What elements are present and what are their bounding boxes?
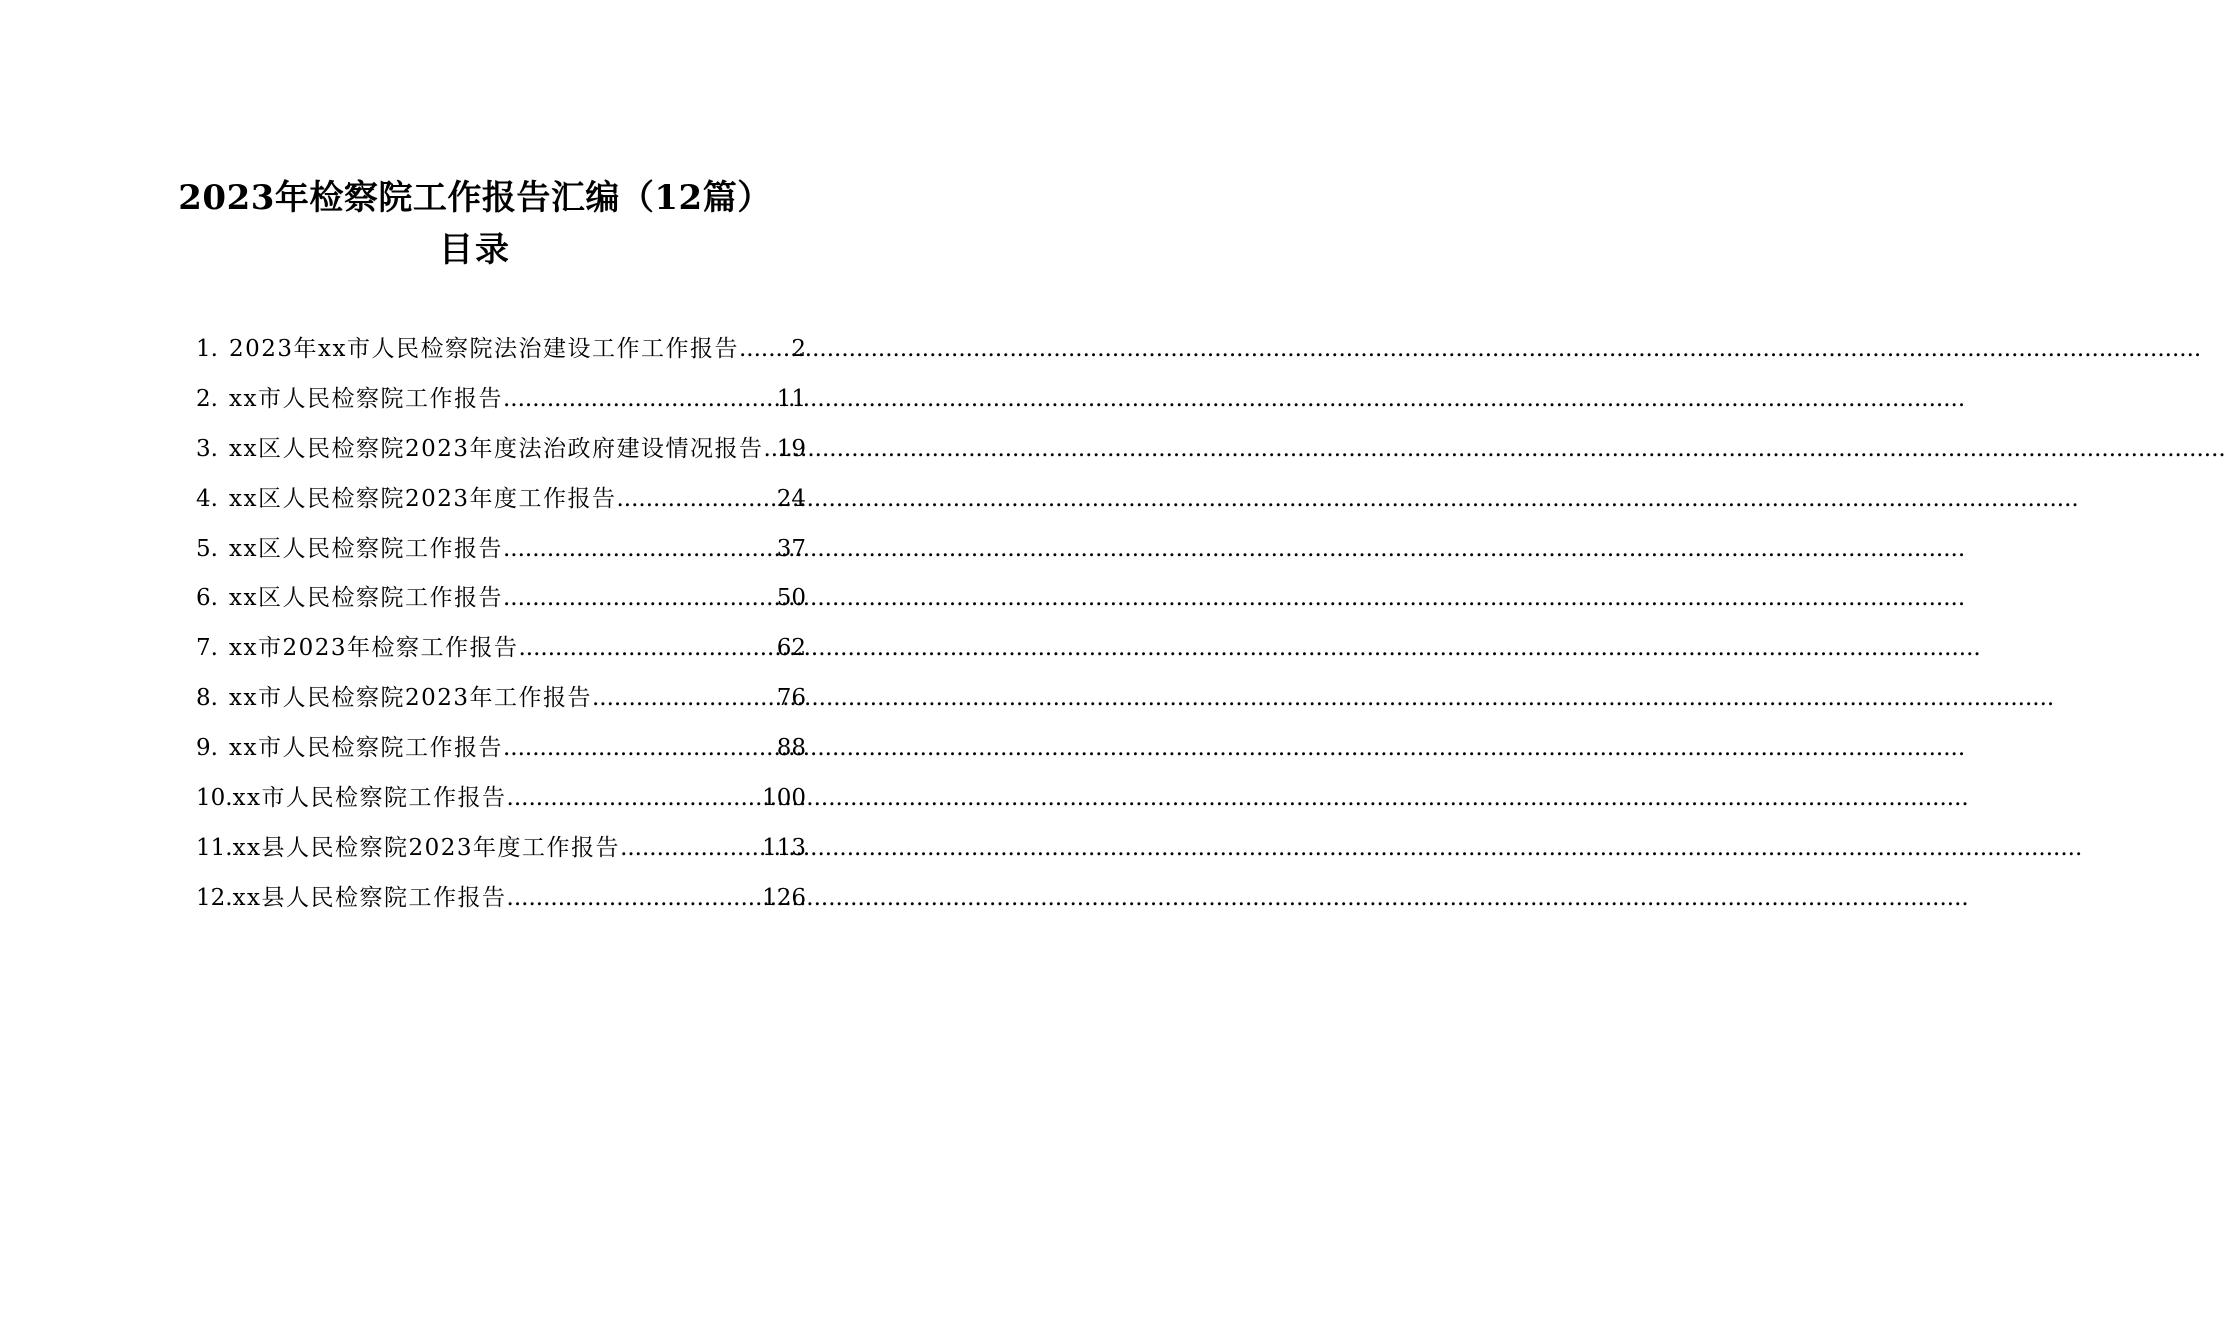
toc-dot-leader bbox=[503, 375, 777, 425]
toc-entry-title: xx区人民检察院2023年度工作报告 bbox=[229, 485, 617, 512]
toc-dot-leader bbox=[616, 475, 776, 525]
toc-entry-title: xx市2023年检察工作报告 bbox=[229, 635, 519, 662]
toc-entry-title: 2023年xx市人民检察院法治建设工作工作报告 bbox=[229, 336, 739, 362]
toc-entry-number: 11. bbox=[196, 834, 233, 861]
toc-dot-leader bbox=[507, 774, 763, 824]
document-title: 2023年检察院工作报告汇编（12篇） bbox=[178, 178, 772, 218]
toc-entry-title: xx区人民检察院工作报告 bbox=[229, 585, 503, 612]
toc-entry[interactable] bbox=[196, 674, 806, 724]
toc-dot-leader bbox=[518, 624, 776, 674]
toc-entry[interactable] bbox=[196, 425, 806, 475]
toc-entry-page-number: 88 bbox=[776, 735, 806, 762]
toc-entry-number: 1. bbox=[196, 336, 218, 362]
toc-entry-number: 12. bbox=[196, 884, 233, 911]
toc-entry-title: xx区人民检察院工作报告 bbox=[229, 535, 503, 562]
toc-entry-page-number: 50 bbox=[776, 585, 806, 612]
toc-dot-leader bbox=[503, 724, 777, 774]
toc-entry-number: 10. bbox=[196, 785, 233, 812]
toc-entry-page-number: 11 bbox=[776, 385, 806, 412]
toc-entry-page-number: 113 bbox=[762, 834, 806, 861]
toc-entry[interactable] bbox=[196, 824, 806, 874]
toc-dot-leader bbox=[763, 425, 776, 475]
toc-entry-number: 3. bbox=[196, 435, 218, 462]
toc-entry-number: 5. bbox=[196, 535, 218, 562]
toc-dot-leader bbox=[739, 325, 791, 375]
toc-entry-title: xx市人民检察院工作报告 bbox=[232, 785, 507, 812]
toc-entry-number: 4. bbox=[196, 485, 218, 512]
toc-entry-page-number: 76 bbox=[776, 685, 806, 712]
toc-entry-page-number: 62 bbox=[776, 635, 806, 662]
toc-entry-title: xx市人民检察院工作报告 bbox=[229, 385, 503, 412]
toc-entry-number: 6. bbox=[196, 585, 218, 612]
table-of-contents bbox=[196, 325, 806, 924]
toc-entry-number: 2. bbox=[196, 385, 218, 412]
toc-entry[interactable] bbox=[196, 724, 806, 774]
toc-dot-leader bbox=[503, 525, 777, 575]
toc-entry-page-number: 126 bbox=[762, 884, 806, 911]
toc-entry[interactable] bbox=[196, 525, 806, 575]
toc-entry-title: xx市人民检察院2023年工作报告 bbox=[229, 685, 592, 712]
toc-entry-title: xx县人民检察院2023年度工作报告 bbox=[232, 834, 621, 861]
toc-entry-title: xx县人民检察院工作报告 bbox=[232, 884, 507, 911]
toc-entry-page-number: 37 bbox=[776, 535, 806, 562]
toc-entry[interactable] bbox=[196, 874, 806, 924]
toc-entry-page-number: 19 bbox=[776, 435, 806, 462]
toc-entry-number: 8. bbox=[196, 685, 218, 712]
toc-entry[interactable] bbox=[196, 375, 806, 425]
toc-entry-page-number: 100 bbox=[762, 785, 806, 812]
toc-entry-number: 9. bbox=[196, 735, 218, 762]
toc-entry[interactable] bbox=[196, 774, 806, 824]
toc-entry[interactable] bbox=[196, 325, 806, 375]
toc-entry-title: xx区人民检察院2023年度法治政府建设情况报告 bbox=[229, 435, 764, 462]
toc-dot-leader bbox=[503, 574, 777, 624]
toc-dot-leader bbox=[592, 674, 777, 724]
toc-entry[interactable] bbox=[196, 574, 806, 624]
toc-dot-leader bbox=[620, 824, 762, 874]
toc-entry-page-number: 2 bbox=[791, 336, 806, 362]
toc-entry-title: xx市人民检察院工作报告 bbox=[229, 735, 503, 762]
toc-entry-page-number: 24 bbox=[776, 485, 806, 512]
toc-dot-leader bbox=[507, 874, 763, 924]
toc-heading: 目录 bbox=[439, 230, 511, 270]
document-page bbox=[0, 0, 950, 1344]
toc-entry[interactable] bbox=[196, 475, 806, 525]
toc-entry[interactable] bbox=[196, 624, 806, 674]
toc-entry-number: 7. bbox=[196, 635, 218, 662]
